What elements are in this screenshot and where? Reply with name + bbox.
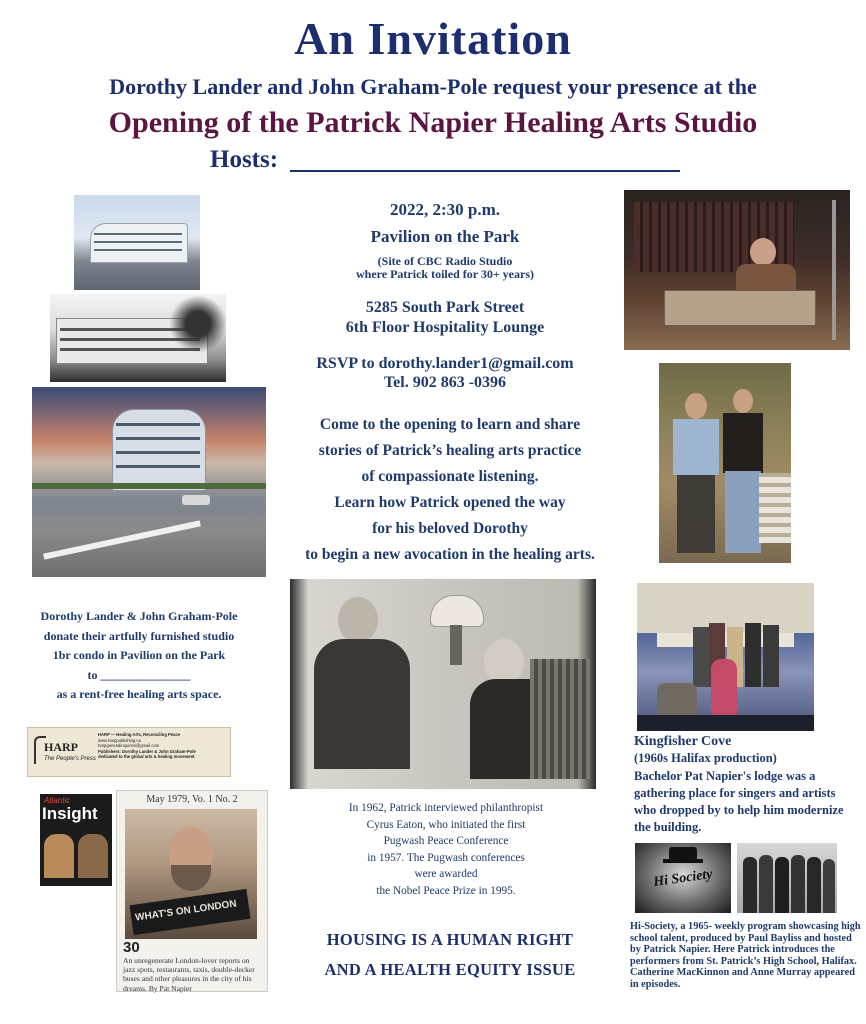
- harp-logo: HARP: [44, 740, 78, 754]
- kingfisher-title: Kingfisher Cove: [634, 734, 732, 749]
- harp-line: harpgeneralinquiries@gmail.com: [98, 743, 160, 749]
- eaton-caption-line: the Nobel Peace Prize in 1995.: [376, 884, 516, 897]
- magazine-masthead: Atlantic: [44, 796, 71, 805]
- hisociety-caption: Hi-Society, a 1965- weekly program showcasing high school talent, produced by Paul Bayliss and hosted by Patrick Napier. Here Patrick introduces the performers from St. Patrick’s High School, Halifax. Catherine MacKinnon and Anne Murray appeared in episodes.: [630, 921, 861, 990]
- magazine-page-number: 30: [123, 939, 140, 956]
- hisociety-logo-photo: [635, 843, 731, 913]
- donation-line: donate their artfully furnished studio: [43, 628, 235, 643]
- address-line-2: 6th Floor Hospitality Lounge: [345, 319, 545, 336]
- hisociety-performers-photo: [737, 843, 837, 913]
- message-block: [280, 412, 620, 568]
- kingfisher-caption-line: the building.: [634, 820, 702, 834]
- couple-photo: [659, 363, 791, 563]
- invitation-title: An Invitation: [294, 13, 572, 64]
- eaton-caption-line: Pugwash Peace Conference: [383, 835, 509, 847]
- magazine-caption: An unregenerate London-lover reports on jazz spots, restaurants, taxis, double-decker buses and other pleasures in the city of his dreams. By Pat Napier: [123, 956, 255, 993]
- eaton-caption-line: In 1962, Patrick interviewed philanthropist: [348, 802, 544, 814]
- kingfisher-caption: [634, 768, 864, 836]
- london-sign-text: WHAT'S ON LONDON: [134, 898, 238, 924]
- message-line: for his beloved Dorothy: [372, 520, 528, 537]
- donation-block: [14, 607, 264, 705]
- building-photo-2: [50, 294, 226, 382]
- donation-line: 1br condo in Pavilion on the Park: [52, 648, 226, 662]
- napier-portrait: [125, 809, 257, 939]
- message-line: of compassionate listening.: [361, 468, 539, 485]
- hisociety-logo: Hi Society: [652, 866, 714, 891]
- donation-line: as a rent-free healing arts space.: [56, 687, 222, 701]
- address-line-1: 5285 South Park Street: [365, 299, 525, 316]
- magazine-issue: May 1979, Vo. 1 No. 2: [146, 794, 238, 805]
- venue-note-1: (Site of CBC Radio Studio: [377, 254, 513, 268]
- magazine-name: Insight: [42, 804, 98, 823]
- venue-note-2: where Patrick toiled for 30+ years): [355, 267, 534, 281]
- message-line: Come to the opening to learn and share: [319, 416, 581, 433]
- hosts-blank-line: [290, 170, 680, 172]
- kingfisher-subtitle: (1960s Halifax production): [634, 751, 777, 765]
- message-line: Learn how Patrick opened the way: [334, 494, 566, 511]
- donation-line: Dorothy Lander & John Graham-Pole: [40, 609, 238, 623]
- message-line: stories of Patrick’s healing arts practice: [318, 442, 582, 459]
- slogan-line-1: HOUSING IS A HUMAN RIGHT: [326, 930, 574, 949]
- event-name: Opening of the Patrick Napier Healing Arts Studio: [108, 106, 758, 139]
- harp-line: www.harppublishing.ca: [98, 737, 141, 743]
- eaton-caption-line: in 1957. The Pugwash conferences: [367, 851, 525, 864]
- request-line: Dorothy Lander and John Graham-Pole request your presence at the: [109, 74, 757, 99]
- hosts-label: Hosts:: [210, 146, 279, 173]
- event-datetime: 2022, 2:30 p.m.: [389, 200, 501, 219]
- rsvp-phone: Tel. 902 863 -0396: [383, 374, 507, 391]
- rsvp-email[interactable]: RSVP to dorothy.lander1@gmail.com: [316, 355, 574, 372]
- kingfisher-caption-line: gathering place for singers and artists: [634, 786, 836, 800]
- eaton-caption-line: were awarded: [414, 868, 478, 880]
- event-venue: Pavilion on the Park: [370, 227, 520, 246]
- harp-card: [27, 727, 231, 777]
- magazine-page: [116, 790, 268, 992]
- donation-line: to _______________: [87, 667, 191, 682]
- message-line: to begin a new avocation in the healing arts.: [305, 546, 595, 563]
- eaton-caption: [296, 800, 596, 899]
- magazine-cover: [40, 794, 112, 886]
- eaton-caption-line: Cyrus Eaton, who initiated the first: [366, 818, 526, 831]
- london-sign: [129, 889, 250, 935]
- kingfisher-caption-line: who dropped by to help him modernize: [634, 803, 844, 817]
- eaton-interview-photo: [290, 579, 596, 789]
- kingfisher-caption-line: Bachelor Pat Napier's lodge was a: [634, 769, 816, 783]
- building-photo-3: [32, 387, 266, 577]
- harp-line: dedicated to the global arts & healing movement: [98, 754, 195, 760]
- building-photo-1: [74, 195, 200, 290]
- slogan-line-2: AND A HEALTH EQUITY ISSUE: [324, 960, 576, 979]
- harp-line: HARP — Healing Arts, Reconciling Peace: [98, 732, 181, 737]
- studio-photo: [624, 190, 850, 350]
- harp-line: Publishers: Dorothy Lander & John Graham-Pole: [98, 748, 196, 754]
- kingfisher-photo: [637, 583, 814, 731]
- harp-tagline: The People's Press: [44, 756, 96, 762]
